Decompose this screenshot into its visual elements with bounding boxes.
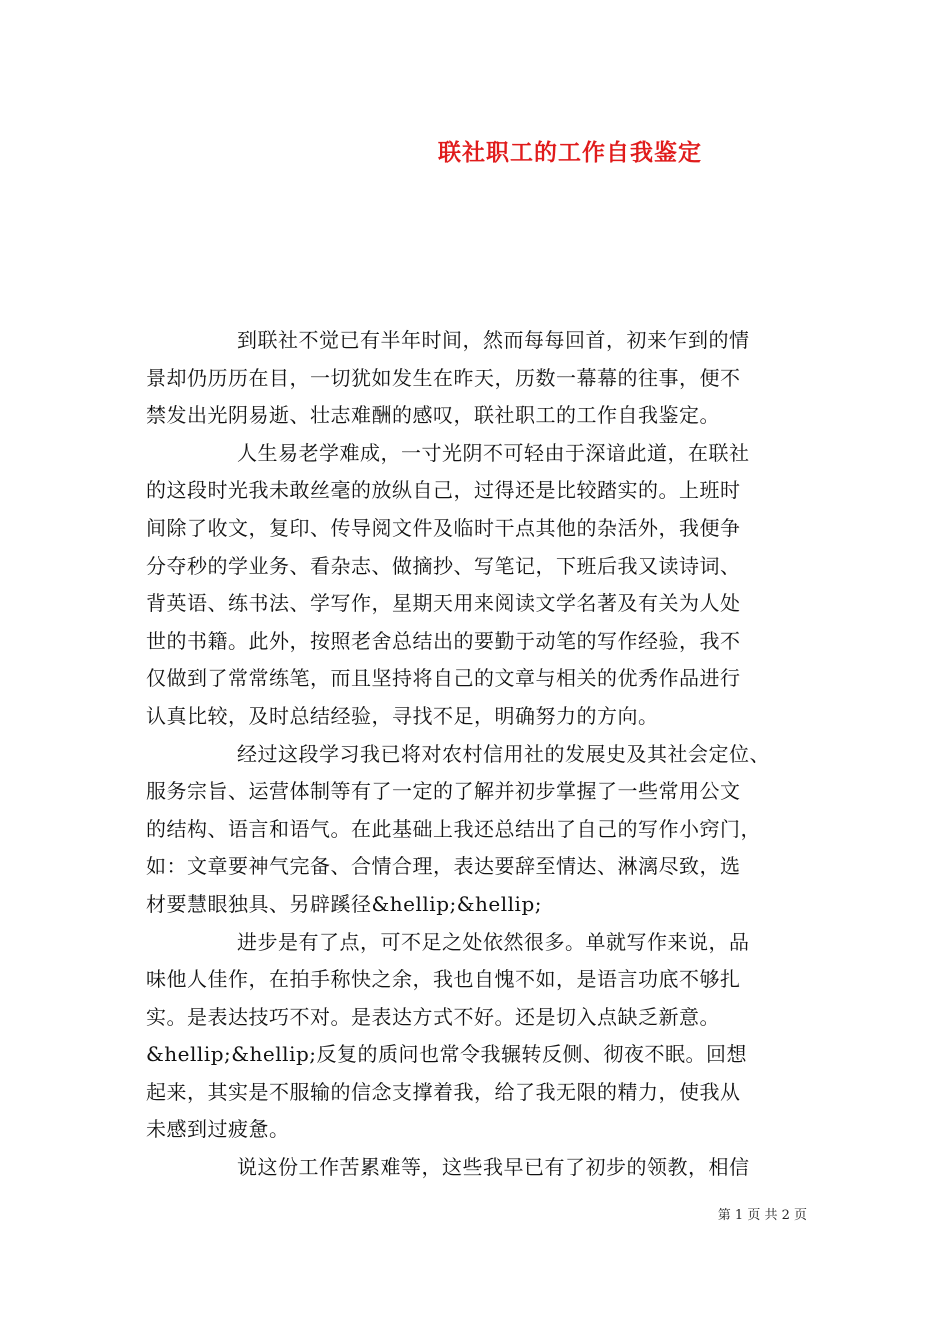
paragraph-line: 进步是有了点，可不足之处依然很多。单就写作来说，品	[237, 929, 750, 954]
page-title: 联社职工的工作自我鉴定	[438, 139, 702, 166]
paragraph-line: 人生易老学难成，一寸光阴不可轻由于深谙此道，在联社	[237, 440, 750, 465]
paragraph-line: 仅做到了常常练笔，而且坚持将自己的文章与相关的优秀作品进行	[146, 666, 741, 691]
paragraph-line: 的结构、语言和语气。在此基础上我还总结出了自己的写作小窍门，	[146, 816, 761, 841]
paragraph-line: 禁发出光阴易逝、壮志难酬的感叹，联社职工的工作自我鉴定。	[146, 403, 720, 428]
paragraph-line: &hellip;&hellip;反复的质问也常令我辗转反侧、彻夜不眠。回想	[146, 1042, 747, 1067]
paragraph-line: 世的书籍。此外，按照老舍总结出的要勤于动笔的写作经验，我不	[146, 628, 741, 653]
paragraph-line: 间除了收文，复印、传导阅文件及临时干点其他的杂活外，我便争	[146, 515, 741, 540]
document-body	[146, 322, 846, 1187]
paragraph-line: 的这段时光我未敢丝毫的放纵自己，过得还是比较踏实的。上班时	[146, 478, 741, 503]
paragraph-line: 味他人佳作，在拍手称快之余，我也自愧不如，是语言功底不够扎	[146, 967, 741, 992]
paragraph-line: 未感到过疲惫。	[146, 1117, 290, 1142]
paragraph-line: 说这份工作苦累难等，这些我早已有了初步的领教，相信	[237, 1155, 750, 1180]
paragraph-line: 景却仍历历在目，一切犹如发生在昨天，历数一幕幕的往事，便不	[146, 365, 741, 390]
paragraph-line: 分夺秒的学业务、看杂志、做摘抄、写笔记，下班后我又读诗词、	[146, 553, 741, 578]
paragraph-line: 实。是表达技巧不对。是表达方式不好。还是切入点缺乏新意。	[146, 1004, 720, 1029]
paragraph-line: 如：文章要神气完备、合情合理，表达要辞至情达、淋漓尽致，选	[146, 854, 741, 879]
paragraph-line: 服务宗旨、运营体制等有了一定的了解并初步掌握了一些常用公文	[146, 779, 741, 804]
paragraph-line: 认真比较，及时总结经验，寻找不足，明确努力的方向。	[146, 703, 659, 728]
page-footer: 第 1 页 共 2 页	[717, 1208, 807, 1223]
paragraph-line: 背英语、练书法、学写作，星期天用来阅读文学名著及有关为人处	[146, 591, 741, 616]
paragraph-line: 材要慧眼独具、另辟蹊径&hellip;&hellip;	[146, 891, 542, 916]
paragraph-line: 经过这段学习我已将对农村信用社的发展史及其社会定位、	[237, 741, 770, 766]
paragraph-line: 起来，其实是不服输的信念支撑着我，给了我无限的精力，使我从	[146, 1079, 741, 1104]
paragraph-line: 到联社不觉已有半年时间，然而每每回首，初来乍到的情	[237, 328, 750, 352]
